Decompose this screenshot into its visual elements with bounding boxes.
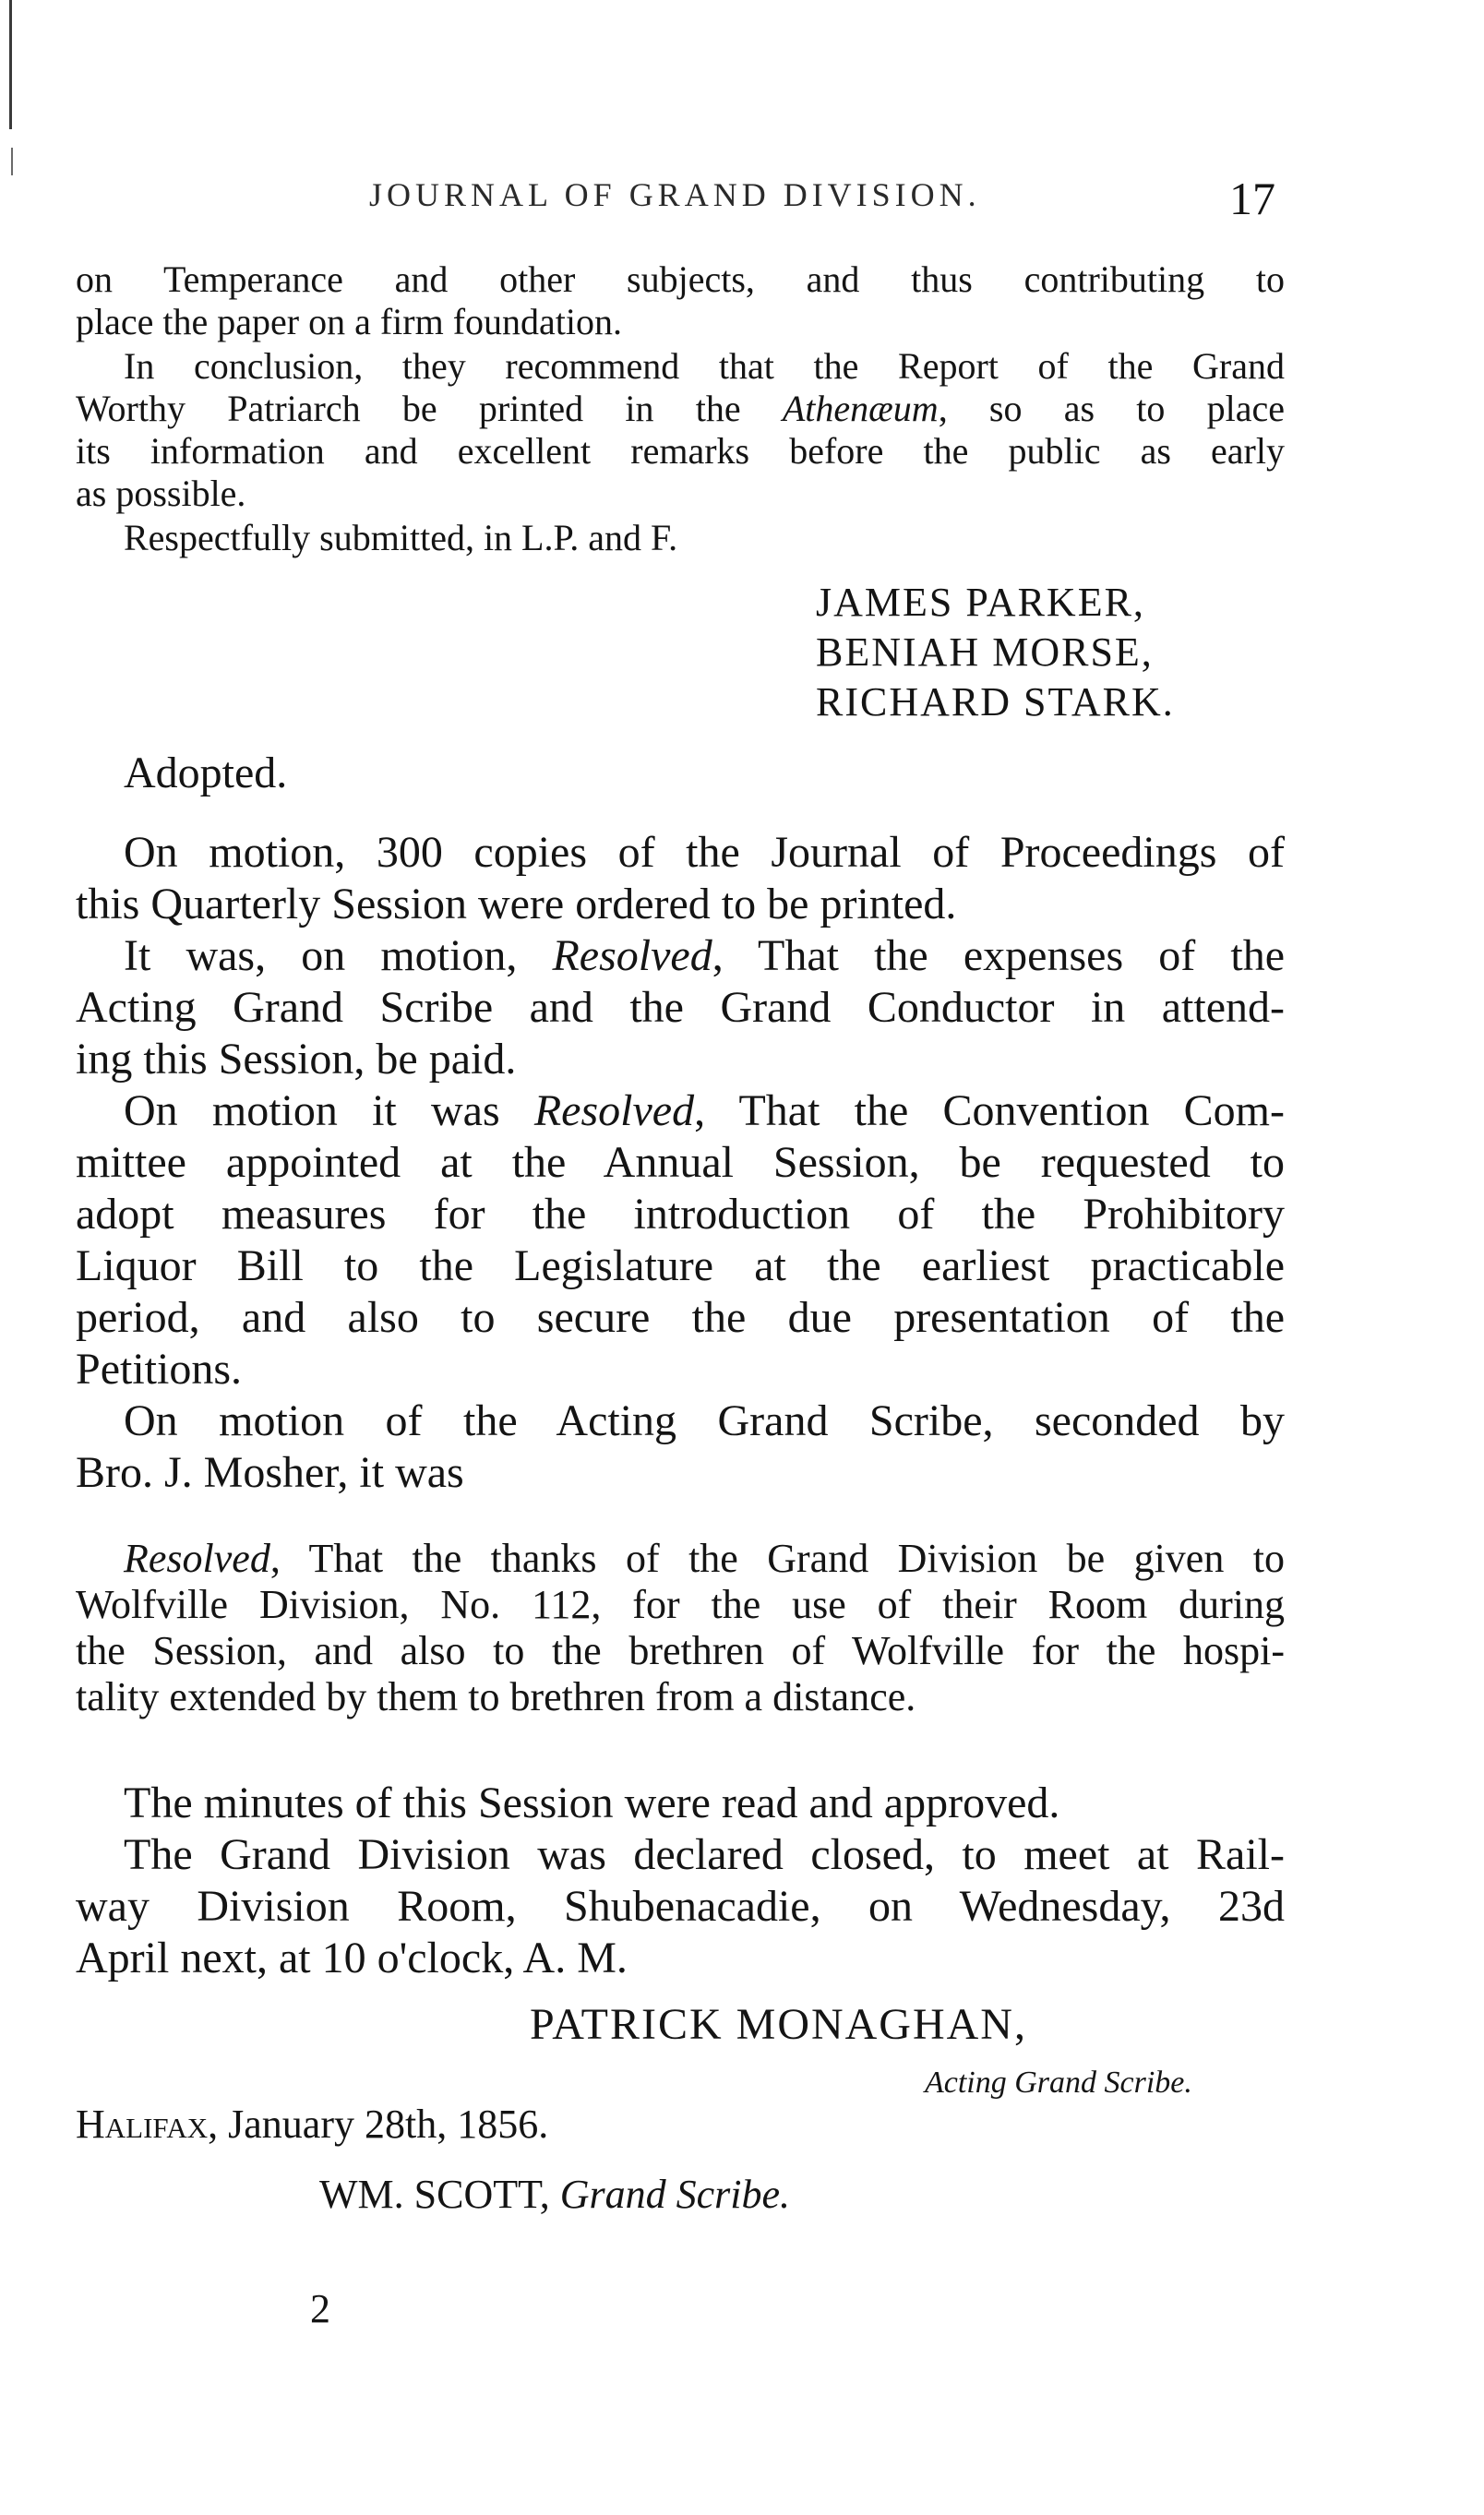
text-line: period, and also to secure the due presentation of the	[76, 1293, 1285, 1342]
text-span: , so as to place	[938, 388, 1285, 429]
running-header: JOURNAL OF GRAND DIVISION.	[369, 176, 981, 213]
text-line: Petitions.	[76, 1345, 243, 1394]
motion-copies	[76, 827, 1285, 930]
resolution-thanks	[76, 1536, 1285, 1720]
resolved-word: Resolved	[533, 1086, 695, 1135]
page-number: 17	[1229, 173, 1275, 224]
text-line: place the paper on a firm foundation.	[76, 301, 622, 342]
text-line: Acting Grand Scribe and the Grand Conductor in attend-	[76, 983, 1285, 1032]
text-line: adopt measures for the introduction of the Prohibitory	[76, 1190, 1285, 1239]
motion-expenses	[76, 930, 1285, 1085]
text-line	[76, 388, 1285, 430]
acting-scribe-title: Acting Grand Scribe.	[925, 2066, 1192, 2100]
grand-scribe-line	[319, 2171, 790, 2218]
text-line: mittee appointed at the Annual Session, be requested to	[76, 1138, 1285, 1187]
grand-scribe-title: Grand Scribe.	[559, 2172, 791, 2217]
place-name: Halifax	[76, 2102, 209, 2147]
text-line: its information and excellent remarks before the public as early	[76, 430, 1285, 472]
text-line: tality extended by them to brethren from a distance.	[76, 1674, 916, 1719]
text-line: Respectfully submitted, in L.P. and F.	[124, 517, 678, 558]
page-edge-mark	[11, 148, 13, 175]
resolved-word: Resolved	[124, 1536, 270, 1581]
text-line: On motion, 300 copies of the Journal of Proceedings of	[124, 828, 1285, 877]
text-span: Worthy Patriarch be printed in the	[76, 388, 783, 429]
text-span: On motion it was	[124, 1086, 534, 1135]
paragraph-temperance	[76, 258, 1285, 343]
text-span: It was, on motion,	[124, 931, 553, 980]
closing-minutes	[76, 1778, 1285, 1984]
motion-convention	[76, 1085, 1285, 1395]
adopted-note	[76, 748, 1285, 799]
signature-name: JAMES PARKER,	[816, 580, 1145, 625]
text-line: the Session, and also to the brethren of Wolfville for the hospi-	[76, 1628, 1285, 1673]
text-line: as possible.	[76, 473, 246, 514]
paragraph-submitted	[76, 517, 1285, 559]
signature-mark: 2	[310, 2286, 330, 2331]
acting-scribe-name: PATRICK MONAGHAN,	[530, 2000, 1027, 2049]
text-line: In conclusion, they recommend that the Report of the Grand	[124, 345, 1285, 387]
text-line: ing this Session, be paid.	[76, 1035, 517, 1084]
signature-name: BENIAH MORSE,	[816, 629, 1154, 675]
motion-thanks	[76, 1395, 1285, 1499]
text-line: on Temperance and other subjects, and thus contributing to	[76, 258, 1285, 300]
text-line	[76, 930, 1285, 982]
text-line: way Division Room, Shubenacadie, on Wednesday, 23d	[76, 1882, 1285, 1931]
text-line	[76, 1536, 1285, 1582]
page-edge-mark	[9, 0, 12, 129]
resolved-word: Resolved	[552, 931, 712, 980]
text-line: The Grand Division was declared closed, to meet at Rail-	[124, 1830, 1285, 1879]
text-span: , That the Convention Com-	[694, 1086, 1285, 1135]
text-line: Liquor Bill to the Legislature at the earliest practicable	[76, 1241, 1285, 1290]
paragraph-conclusion	[76, 345, 1285, 515]
text-span: , That the expenses of the	[712, 931, 1285, 980]
committee-signatures	[816, 578, 1175, 727]
text-line	[76, 1085, 1285, 1137]
signature-name: RICHARD STARK.	[816, 679, 1175, 725]
date-text: , January 28th, 1856.	[208, 2102, 549, 2147]
text-line: Adopted.	[124, 749, 288, 797]
text-line: Wolfville Division, No. 112, for the use of their Room during	[76, 1582, 1285, 1627]
text-line: this Quarterly Session were ordered to be printed.	[76, 880, 957, 928]
place-date-line	[76, 2101, 548, 2148]
text-line: On motion of the Acting Grand Scribe, seconded by	[124, 1396, 1285, 1445]
text-line: Bro. J. Mosher, it was	[76, 1448, 464, 1497]
text-line: The minutes of this Session were read and approved.	[124, 1778, 1060, 1827]
text-line: April next, at 10 o'clock, A. M.	[76, 1934, 628, 1982]
grand-scribe-name: WM. SCOTT,	[319, 2172, 560, 2217]
text-span: , That the thanks of the Grand Division be given to	[269, 1536, 1285, 1581]
athenaeum-title: Athenæum	[782, 388, 939, 429]
